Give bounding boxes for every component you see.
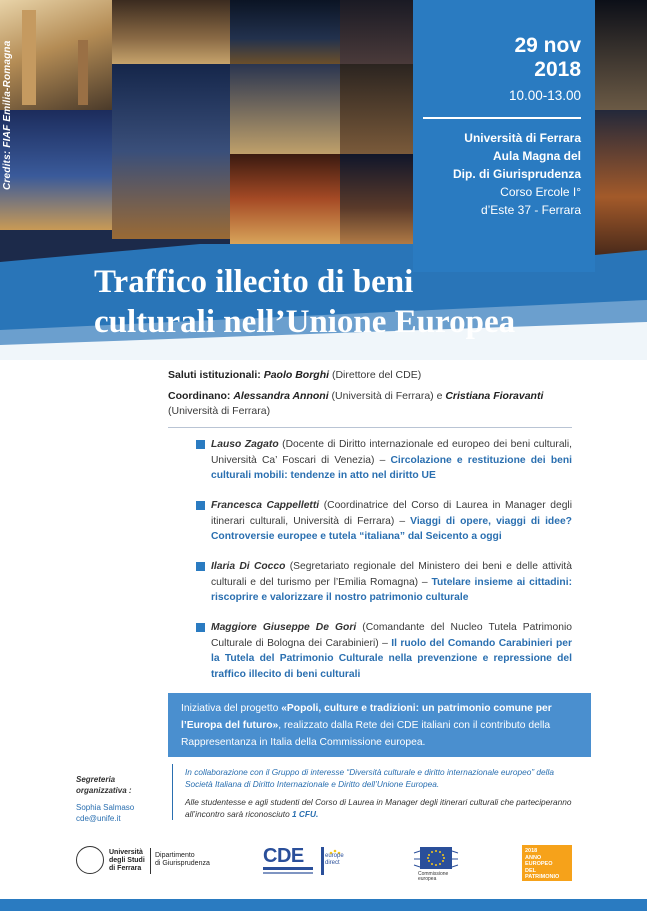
title-line: culturali nell’Unione Europea [94, 304, 516, 340]
logo-line: CULTURALE [525, 880, 559, 887]
venue-line: Aula Magna del [492, 149, 581, 163]
speaker-name: Lauso Zagato [211, 439, 279, 450]
coord-name: Alessandra Annoni [233, 390, 329, 402]
logo-line: Dipartimento [155, 852, 195, 859]
coord-name: Cristiana Fioravanti [445, 390, 544, 402]
secretariat-label: Segreteria [76, 775, 116, 784]
square-bullet-icon [196, 501, 205, 510]
speaker-name: Maggiore Giuseppe De Gori [211, 622, 357, 633]
speaker-item [196, 437, 572, 484]
cde-underline [263, 867, 313, 870]
speaker-name: Ilaria Di Cocco [211, 561, 286, 572]
collab-text [185, 766, 573, 790]
greetings-role: (Direttore del CDE) [331, 369, 422, 381]
title-line: Traffico illecito di beni [94, 264, 414, 300]
venue-line: Dip. di Giurisprudenza [452, 167, 581, 181]
address-line: Corso Ercole I° [500, 185, 581, 199]
collab-group: Diversità culturale e diritto internazionale europeo [349, 767, 532, 777]
address-line: d’Este 37 - Ferrara [480, 203, 581, 217]
event-info-box [413, 0, 595, 272]
event-time: 10.00-13.00 [508, 88, 581, 103]
logo-line: ANNO EUROPEO [525, 854, 553, 867]
students-text: Alle studentesse e agli studenti del Corso di Laurea in Manager degli itinerari culturali che parteciperanno all’incontro sarà riconosciuto [185, 797, 572, 819]
logo-line: degli Studi [109, 857, 145, 864]
square-bullet-icon [196, 440, 205, 449]
greetings-label: Saluti istituzionali: [168, 369, 261, 381]
unife-logo [76, 846, 216, 878]
logo-line: #EuropeForCulture [525, 887, 576, 893]
venue-line: Università di Ferrara [464, 131, 581, 145]
logo-line: di Ferrara [109, 865, 142, 872]
header-collage [0, 0, 647, 360]
speaker-item [196, 559, 572, 606]
speaker-role: (Segretariato regionale del Ministero dei beni e delle attività culturali e del turismo per l’Emilia Romagna) – [211, 561, 572, 588]
square-bullet-icon [196, 562, 205, 571]
speaker-topic: Tutelare insieme ai cittadini: riscoprire e valorizzare il nostro patrimonio culturale [211, 576, 572, 603]
greetings [168, 368, 578, 383]
photo-credits: Credits: FIAF Emilia-Romagna [2, 40, 13, 190]
project-name: «Popoli, culture e tradizioni: un patrimonio comune per l’Europa del futuro» [181, 703, 552, 731]
university-seal-icon [76, 846, 104, 874]
secretariat-person: Sophia Salmaso [76, 803, 135, 812]
speaker-topic: Viaggi di opere, viaggi di idee? Controversie europee e tutela “italiana” dal Seicento a oggi [211, 515, 572, 542]
section-divider [168, 427, 572, 428]
coordinators [168, 389, 578, 419]
department-name [155, 852, 210, 868]
university-name [109, 849, 145, 873]
speaker-role: (Comandante del Nucleo Tutela Patrimonio Culturale di Bologna dei Carabinieri) – [211, 622, 572, 649]
secretariat [76, 774, 176, 824]
event-date: 29 nov [514, 34, 581, 57]
speaker-topic: Circolazione e restituzione dei beni culturali mobili: tendenze in atto nel diritto UE [211, 454, 572, 481]
ec-label: Commissione europea [418, 871, 449, 882]
greetings-name: Paolo Borghi [263, 369, 330, 381]
students-note [185, 796, 573, 820]
page-title [94, 262, 639, 342]
speaker-role: (Coordinatrice del Corso di Laurea in Manager degli itinerari culturali, Università di Ferrara) – [211, 500, 572, 527]
logo-line: 2018 [525, 848, 538, 854]
intro-section [168, 368, 578, 425]
collab-part: In collaborazione con il Gruppo di interesse “ [185, 767, 350, 777]
coord-role: (Università di Ferrara) e [331, 390, 443, 402]
coord-label: Coordinano: [168, 390, 231, 402]
speaker-item [196, 620, 572, 682]
vertical-divider [172, 764, 173, 820]
logo-line: Università [109, 849, 143, 856]
cde-underline [263, 872, 313, 874]
square-bullet-icon [196, 623, 205, 632]
credit-value: 1 CFU. [292, 809, 319, 819]
cde-wordmark: CDE [263, 845, 304, 867]
europe-direct-label: europe direct [325, 853, 344, 866]
coord-role: (Università di Ferrara) [168, 405, 271, 417]
speaker-topic: Il ruolo del Comando Carabinieri per la Tutela del Patrimonio Culturale nella prevenzione e repressione del traffico illecito di beni culturali [211, 637, 572, 680]
logo-line: DEL PATRIMONIO [525, 867, 560, 880]
footer-bar [0, 899, 647, 911]
european-year-cultural-heritage-logo [522, 845, 576, 893]
info-divider [423, 117, 581, 119]
collab-part: ” della Società Italiana di Diritto Internazionale e Diritto dell’Unione Europea. [185, 767, 554, 789]
speaker-role: (Docente di Diritto internazionale ed europeo dei beni culturali, Università Ca’ Foscari di Venezia) – [211, 439, 572, 466]
secretariat-email[interactable]: cde@unife.it [76, 814, 121, 823]
logo-separator [150, 848, 151, 874]
speaker-list [196, 437, 572, 697]
collaboration-note [185, 766, 573, 820]
logo-line: di Giurisprudenza [155, 860, 210, 867]
project-pre: Iniziativa del progetto [181, 703, 279, 714]
secretariat-label: organizzativa : [76, 786, 132, 795]
cde-logo [263, 845, 353, 881]
event-year: 2018 [534, 58, 581, 81]
project-post: , realizzato dalla Rete dei CDE italiani con il contributo della Rappresentanza in Italia della Commissione europea. [181, 720, 551, 748]
project-box [168, 693, 591, 757]
speaker-name: Francesca Cappelletti [211, 500, 320, 511]
speaker-item [196, 498, 572, 545]
european-commission-logo [408, 845, 463, 883]
